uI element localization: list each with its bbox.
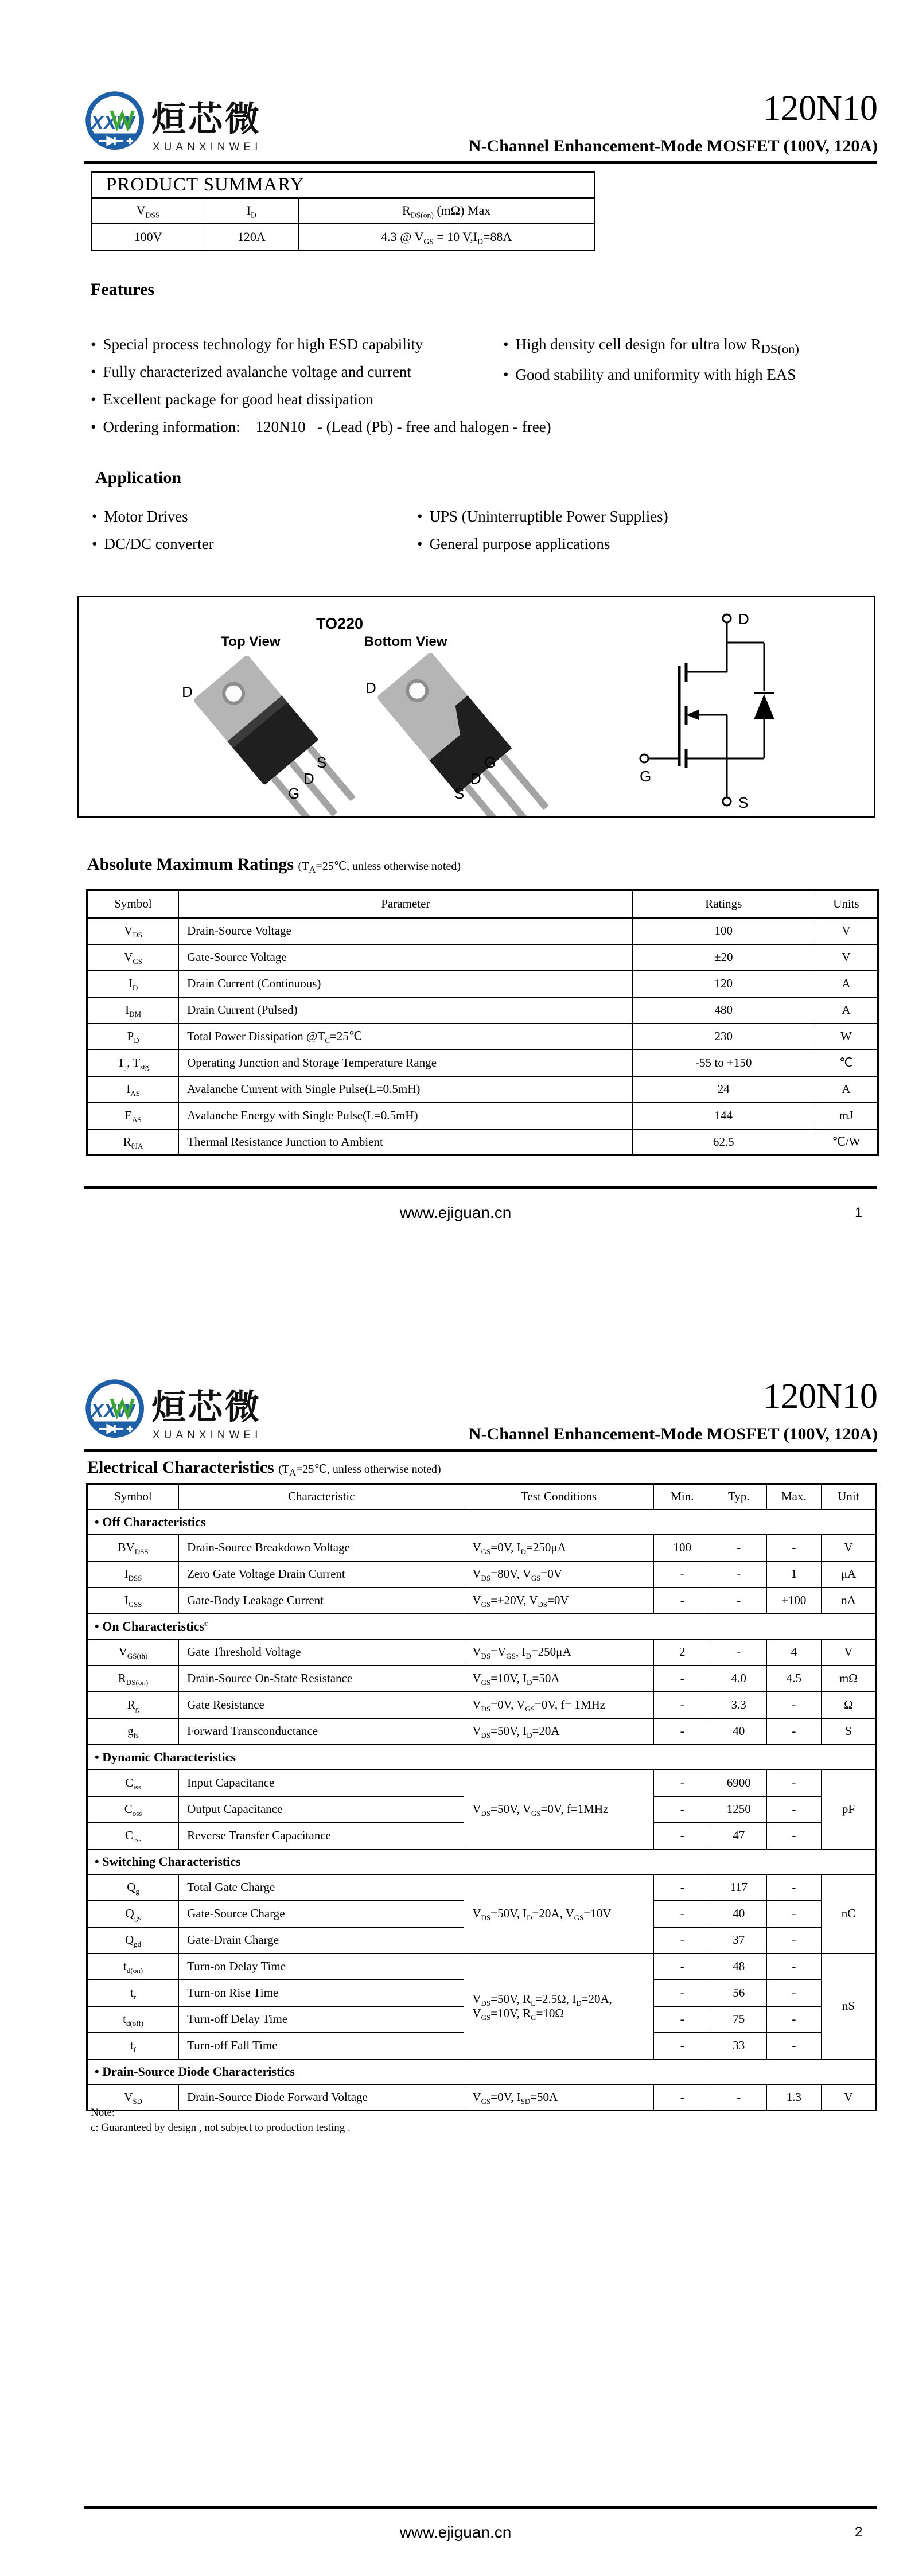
table-cell: Turn-on Delay Time	[179, 1954, 464, 1980]
table-cell: -	[766, 1796, 821, 1823]
features-list-left	[91, 336, 551, 446]
table-cell: 3.3	[711, 1692, 766, 1718]
table-cell: $I_{GSS}$	[87, 1587, 179, 1614]
table-cell: Avalanche Current with Single Pulse(L=0.5mH)	[179, 1076, 633, 1103]
table-cell: 100	[653, 1535, 711, 1561]
table-cell: 47	[711, 1823, 766, 1849]
table-cell: 6900	[711, 1770, 766, 1796]
table-cell: $V_{GS}=10V$, $I_D=50A$	[464, 1666, 653, 1692]
pin-d-label: D	[470, 770, 481, 787]
table-cell: -	[766, 2006, 821, 2033]
table-cell: V	[821, 1639, 876, 1666]
table-cell: mJ	[815, 1103, 878, 1129]
table-cell: -	[711, 1639, 766, 1666]
to220-top-view	[193, 655, 363, 816]
section-diode: • Drain-Source Diode Characteristics	[87, 2059, 877, 2084]
page-number: 1	[855, 1205, 863, 1220]
table-cell: Drain-Source On-State Resistance	[179, 1666, 464, 1692]
table-cell: V	[815, 944, 878, 971]
table-cell: Typ.	[711, 1484, 766, 1509]
product-summary-table	[91, 171, 595, 251]
company-logo	[84, 90, 148, 154]
table-cell: Gate Threshold Voltage	[179, 1639, 464, 1666]
section-on: • On Characteristics$^c$	[87, 1614, 877, 1639]
table-cell: -	[653, 1718, 711, 1745]
footer-rule	[84, 2506, 877, 2509]
table-cell: V	[815, 918, 878, 944]
table-cell: -	[766, 2033, 821, 2059]
list-item: • UPS (Uninterruptible Power Supplies)	[417, 508, 668, 526]
table-cell: Operating Junction and Storage Temperature Range	[179, 1050, 633, 1076]
table-cell: $V_{DS}$	[87, 918, 179, 944]
table-cell: -	[653, 1561, 711, 1587]
hdr-symbol: Symbol	[87, 890, 179, 918]
val-vdss: 100V	[92, 224, 204, 251]
list-item: • Special process technology for high ESD capability	[91, 336, 551, 353]
features-heading	[91, 280, 154, 299]
table-cell: Forward Transconductance	[179, 1718, 464, 1745]
package-figure	[79, 597, 873, 816]
table-cell: A	[815, 971, 878, 997]
table-cell: 4.0	[711, 1666, 766, 1692]
brand-name-en: XUANXINWEI	[153, 141, 262, 153]
table-cell: nS	[821, 1954, 876, 2059]
table-cell: $Q_g$	[87, 1874, 179, 1901]
table-cell: $V_{GS}=\pm 20V$, $V_{DS}=0V$	[464, 1587, 653, 1614]
table-cell: 480	[632, 997, 815, 1024]
table-cell: nA	[821, 1587, 876, 1614]
table-cell: Turn-off Delay Time	[179, 2006, 464, 2033]
table-cell: Turn-on Rise Time	[179, 1980, 464, 2006]
table-cell: W	[815, 1024, 878, 1050]
to220-bottom-view	[376, 652, 555, 816]
table-cell: 24	[632, 1076, 815, 1103]
section-switching: • Switching Characteristics	[87, 1849, 877, 1874]
table-cell: $t_{d(on)}$	[87, 1954, 179, 1980]
table-cell: -	[766, 1535, 821, 1561]
table-cell: 4	[766, 1639, 821, 1666]
table-cell: $T_j$, $T_{stg}$	[87, 1050, 179, 1076]
part-subtitle: N-Channel Enhancement-Mode MOSFET (100V, 120A)	[468, 137, 878, 155]
table-cell: pF	[821, 1770, 876, 1849]
table-cell: $V_{GS}$	[87, 944, 179, 971]
table-cell: 4.5	[766, 1666, 821, 1692]
table-cell: $Q_{gd}$	[87, 1927, 179, 1954]
page-2	[0, 1288, 911, 2576]
table-cell: Thermal Resistance Junction to Ambient	[179, 1129, 633, 1155]
hdr-ratings: Ratings	[632, 890, 815, 918]
table-cell: Reverse Transfer Capacitance	[179, 1823, 464, 1849]
symbol-s-label: S	[738, 794, 749, 811]
pin-d-label: D	[365, 679, 376, 696]
table-cell: Symbol	[87, 1484, 179, 1509]
table-cell: 75	[711, 2006, 766, 2033]
section-off: • Off Characteristics	[87, 1509, 877, 1535]
list-item: • Motor Drives	[92, 508, 214, 526]
table-cell: Drain Current (Continuous)	[179, 971, 633, 997]
table-cell: Total Gate Charge	[179, 1874, 464, 1901]
col-rdson: $R_{DS(on)}$ (mΩ) Max	[299, 198, 595, 224]
table-cell: -	[653, 1770, 711, 1796]
table-cell: -	[766, 1692, 821, 1718]
list-item: • High density cell design for ultra low $R_{DS(on)}$	[503, 336, 799, 356]
list-item: • Fully characterized avalanche voltage and current	[91, 363, 551, 381]
table-cell: -	[711, 2084, 766, 2111]
table-cell: nC	[821, 1874, 876, 1954]
section-dynamic: • Dynamic Characteristics	[87, 1745, 877, 1770]
table-cell: -	[653, 2033, 711, 2059]
electrical-note: ($T_A=25℃$, unless otherwise noted)	[278, 1463, 441, 1478]
list-item: • General purpose applications	[417, 535, 668, 553]
table-cell: -	[653, 2084, 711, 2111]
table-cell: -	[766, 1927, 821, 1954]
table-cell: Min.	[653, 1484, 711, 1509]
symbol-g-label: G	[640, 768, 652, 785]
table-cell: mΩ	[821, 1666, 876, 1692]
table-cell: S	[821, 1718, 876, 1745]
table-cell: 2	[653, 1639, 711, 1666]
table-cell: $V_{DS}=0V$, $V_{GS}=0V$, f= 1MHz	[464, 1692, 653, 1718]
table-cell: $R_{DS(on)}$	[87, 1666, 179, 1692]
table-cell: Drain-Source Breakdown Voltage	[179, 1535, 464, 1561]
electrical-table	[86, 1483, 877, 2111]
table-cell: $R_g$	[87, 1692, 179, 1718]
table-cell: Turn-off Fall Time	[179, 2033, 464, 2059]
brand-name-en: XUANXINWEI	[153, 1429, 262, 1441]
table-cell: -	[653, 1901, 711, 1927]
mosfet-symbol	[640, 614, 774, 806]
table-cell: Ω	[821, 1692, 876, 1718]
abs-max-heading	[87, 855, 461, 875]
table-cell: 48	[711, 1954, 766, 1980]
table-cell: A	[815, 997, 878, 1024]
table-cell: 120	[632, 971, 815, 997]
list-item: • Ordering information: 120N10 - (Lead (Pb) - free and halogen - free)	[91, 418, 551, 436]
table-cell: 62.5	[632, 1129, 815, 1155]
table-cell: 1	[766, 1561, 821, 1587]
table-cell: 230	[632, 1024, 815, 1050]
table-cell: -	[766, 1823, 821, 1849]
table-cell: -	[711, 1561, 766, 1587]
table-cell: Avalanche Energy with Single Pulse(L=0.5mH)	[179, 1103, 633, 1129]
part-number: 120N10	[763, 89, 878, 128]
logo-initials: XXW	[91, 1400, 135, 1422]
table-cell: -	[766, 1770, 821, 1796]
table-cell: -	[653, 2006, 711, 2033]
table-cell: $Q_{gs}$	[87, 1901, 179, 1927]
table-cell: 1.3	[766, 2084, 821, 2111]
table-cell: -	[766, 1901, 821, 1927]
table-cell: 33	[711, 2033, 766, 2059]
table-cell: Drain-Source Diode Forward Voltage	[179, 2084, 464, 2111]
table-cell: -	[653, 1980, 711, 2006]
table-cell: -	[653, 1692, 711, 1718]
table-cell: -	[711, 1535, 766, 1561]
header-rule	[84, 161, 877, 164]
note-label: Note:	[91, 2107, 115, 2119]
pin-s-label: S	[317, 754, 327, 771]
table-cell: ±20	[632, 944, 815, 971]
table-cell: Gate-Body Leakage Current	[179, 1587, 464, 1614]
brand-name-cn: 烜芯微	[151, 1388, 262, 1426]
table-cell: $g_{fs}$	[87, 1718, 179, 1745]
application-list-right	[417, 508, 668, 563]
table-cell: $V_{GS}=0V$, $I_{SD}=50A$	[464, 2084, 653, 2111]
table-cell: $I_{DM}$	[87, 997, 179, 1024]
table-cell: $E_{AS}$	[87, 1103, 179, 1129]
col-id: $I_D$	[204, 198, 299, 224]
table-cell: $t_{d(off)}$	[87, 2006, 179, 2033]
part-subtitle: N-Channel Enhancement-Mode MOSFET (100V, 120A)	[468, 1425, 878, 1443]
package-figure-box	[77, 596, 875, 818]
table-cell: 117	[711, 1874, 766, 1901]
page-number: 2	[855, 2524, 863, 2540]
hdr-units: Units	[815, 890, 878, 918]
footer-website: www.ejiguan.cn	[399, 2523, 512, 2541]
electrical-title: Electrical Characteristics	[87, 1458, 274, 1477]
table-cell: 100	[632, 918, 815, 944]
table-cell: $BV_{DSS}$	[87, 1535, 179, 1561]
application-title: Application	[95, 468, 182, 487]
val-rdson: 4.3 @ $V_{GS} = 10$ $V,I_D=88A$	[299, 224, 595, 251]
table-cell: $C_{oss}$	[87, 1796, 179, 1823]
table-cell: -	[653, 1796, 711, 1823]
pin-d-label: D	[303, 770, 314, 787]
top-view-label: Top View	[221, 634, 281, 649]
table-cell: -	[653, 1927, 711, 1954]
table-cell: $t_f$	[87, 2033, 179, 2059]
table-cell: $P_D$	[87, 1024, 179, 1050]
abs-max-note: ($T_A=25℃$, unless otherwise noted)	[298, 860, 461, 875]
table-cell: $I_D$	[87, 971, 179, 997]
table-cell: Drain Current (Pulsed)	[179, 997, 633, 1024]
table-cell: -	[766, 1874, 821, 1901]
table-cell: -	[653, 1587, 711, 1614]
table-cell: $C_{rss}$	[87, 1823, 179, 1849]
list-item: • DC/DC converter	[92, 535, 214, 553]
table-cell: Unit	[821, 1484, 876, 1509]
table-cell: Gate-Drain Charge	[179, 1927, 464, 1954]
table-cell: Characteristic	[179, 1484, 464, 1509]
val-id: 120A	[204, 224, 299, 251]
table-cell: μA	[821, 1561, 876, 1587]
table-cell: Max.	[766, 1484, 821, 1509]
table-cell: $V_{SD}$	[87, 2084, 179, 2111]
hdr-parameter: Parameter	[179, 890, 633, 918]
table-cell: $V_{DS}=80V$, $V_{GS}=0V$	[464, 1561, 653, 1587]
table-cell: Drain-Source Voltage	[179, 918, 633, 944]
package-name-label: TO220	[316, 615, 364, 632]
table-cell: -	[711, 1587, 766, 1614]
application-heading	[95, 468, 181, 488]
table-cell: Zero Gate Voltage Drain Current	[179, 1561, 464, 1587]
table-cell: -55 to +150	[632, 1050, 815, 1076]
table-cell: $V_{DS}=50V$, $I_D=20A$, $V_{GS}=10V$	[464, 1874, 653, 1954]
pin-g-label: G	[484, 754, 496, 771]
table-cell: Test Conditions	[464, 1484, 653, 1509]
table-cell: -	[766, 1954, 821, 1980]
table-cell: $R_{\theta JA}$	[87, 1129, 179, 1155]
symbol-d-label: D	[738, 610, 749, 628]
table-cell: 1250	[711, 1796, 766, 1823]
abs-max-table	[86, 889, 879, 1156]
col-vdss: $V_{DSS}$	[92, 198, 204, 224]
logo-initials: XXW	[91, 112, 135, 134]
table-cell: $I_{AS}$	[87, 1076, 179, 1103]
table-cell: -	[653, 1954, 711, 1980]
bottom-view-label: Bottom View	[364, 634, 447, 649]
pin-g-label: G	[288, 785, 300, 802]
table-cell: $C_{iss}$	[87, 1770, 179, 1796]
pin-s-label: S	[454, 785, 465, 802]
table-cell: -	[766, 1718, 821, 1745]
table-cell: $I_{DSS}$	[87, 1561, 179, 1587]
table-cell: Gate-Source Voltage	[179, 944, 633, 971]
abs-max-title: Absolute Maximum Ratings	[87, 855, 294, 874]
table-cell: -	[766, 1980, 821, 2006]
table-cell: -	[653, 1874, 711, 1901]
header-rule	[84, 1449, 877, 1452]
table-cell: Gate-Source Charge	[179, 1901, 464, 1927]
table-cell: V	[821, 2084, 876, 2111]
list-item: • Good stability and uniformity with high EAS	[503, 366, 799, 384]
table-cell: $V_{DS}=50V$, $I_D=20A$	[464, 1718, 653, 1745]
part-number: 120N10	[763, 1377, 878, 1416]
table-cell: 37	[711, 1927, 766, 1954]
footer-website: www.ejiguan.cn	[399, 1204, 512, 1221]
table-cell: $V_{DS}=50V$, $V_{GS}=0V$, f=1MHz	[464, 1770, 653, 1849]
electrical-heading	[87, 1458, 441, 1478]
table-cell: $V_{GS(th)}$	[87, 1639, 179, 1666]
table-cell: ℃	[815, 1050, 878, 1076]
table-cell: Gate Resistance	[179, 1692, 464, 1718]
table-cell: 56	[711, 1980, 766, 2006]
footer-rule	[84, 1186, 877, 1189]
company-logo	[84, 1378, 148, 1442]
product-summary-title: PRODUCT SUMMARY	[92, 172, 595, 198]
table-cell: 144	[632, 1103, 815, 1129]
application-list-left	[92, 508, 214, 563]
table-cell: -	[653, 1666, 711, 1692]
table-cell: Input Capacitance	[179, 1770, 464, 1796]
table-cell: 40	[711, 1901, 766, 1927]
table-cell: $V_{GS}=0V$, $I_D=250\mu A$	[464, 1535, 653, 1561]
table-cell: ℃/W	[815, 1129, 878, 1155]
table-cell: Total Power Dissipation $@T_C=25℃$	[179, 1024, 633, 1050]
table-cell: $V_{DS}=V_{GS}$, $I_D=250\mu A$	[464, 1639, 653, 1666]
table-cell: V	[821, 1535, 876, 1561]
table-cell: $V_{DS}=50V$, $R_L=2.5\Omega$, $I_D=20A$, $V_{GS}=10V$, $R_G=10\Omega$	[464, 1954, 653, 2059]
table-cell: Output Capacitance	[179, 1796, 464, 1823]
features-title: Features	[91, 280, 155, 299]
features-list-right	[503, 336, 799, 394]
table-cell: A	[815, 1076, 878, 1103]
pin-d-label: D	[182, 683, 193, 701]
note-item: c: Guaranteed by design , not subject to production testing .	[91, 2122, 351, 2134]
table-cell: ±100	[766, 1587, 821, 1614]
table-cell: 40	[711, 1718, 766, 1745]
list-item: • Excellent package for good heat dissipation	[91, 391, 551, 408]
table-cell: $t_r$	[87, 1980, 179, 2006]
brand-name-cn: 烜芯微	[151, 100, 262, 138]
table-cell: -	[653, 1823, 711, 1849]
